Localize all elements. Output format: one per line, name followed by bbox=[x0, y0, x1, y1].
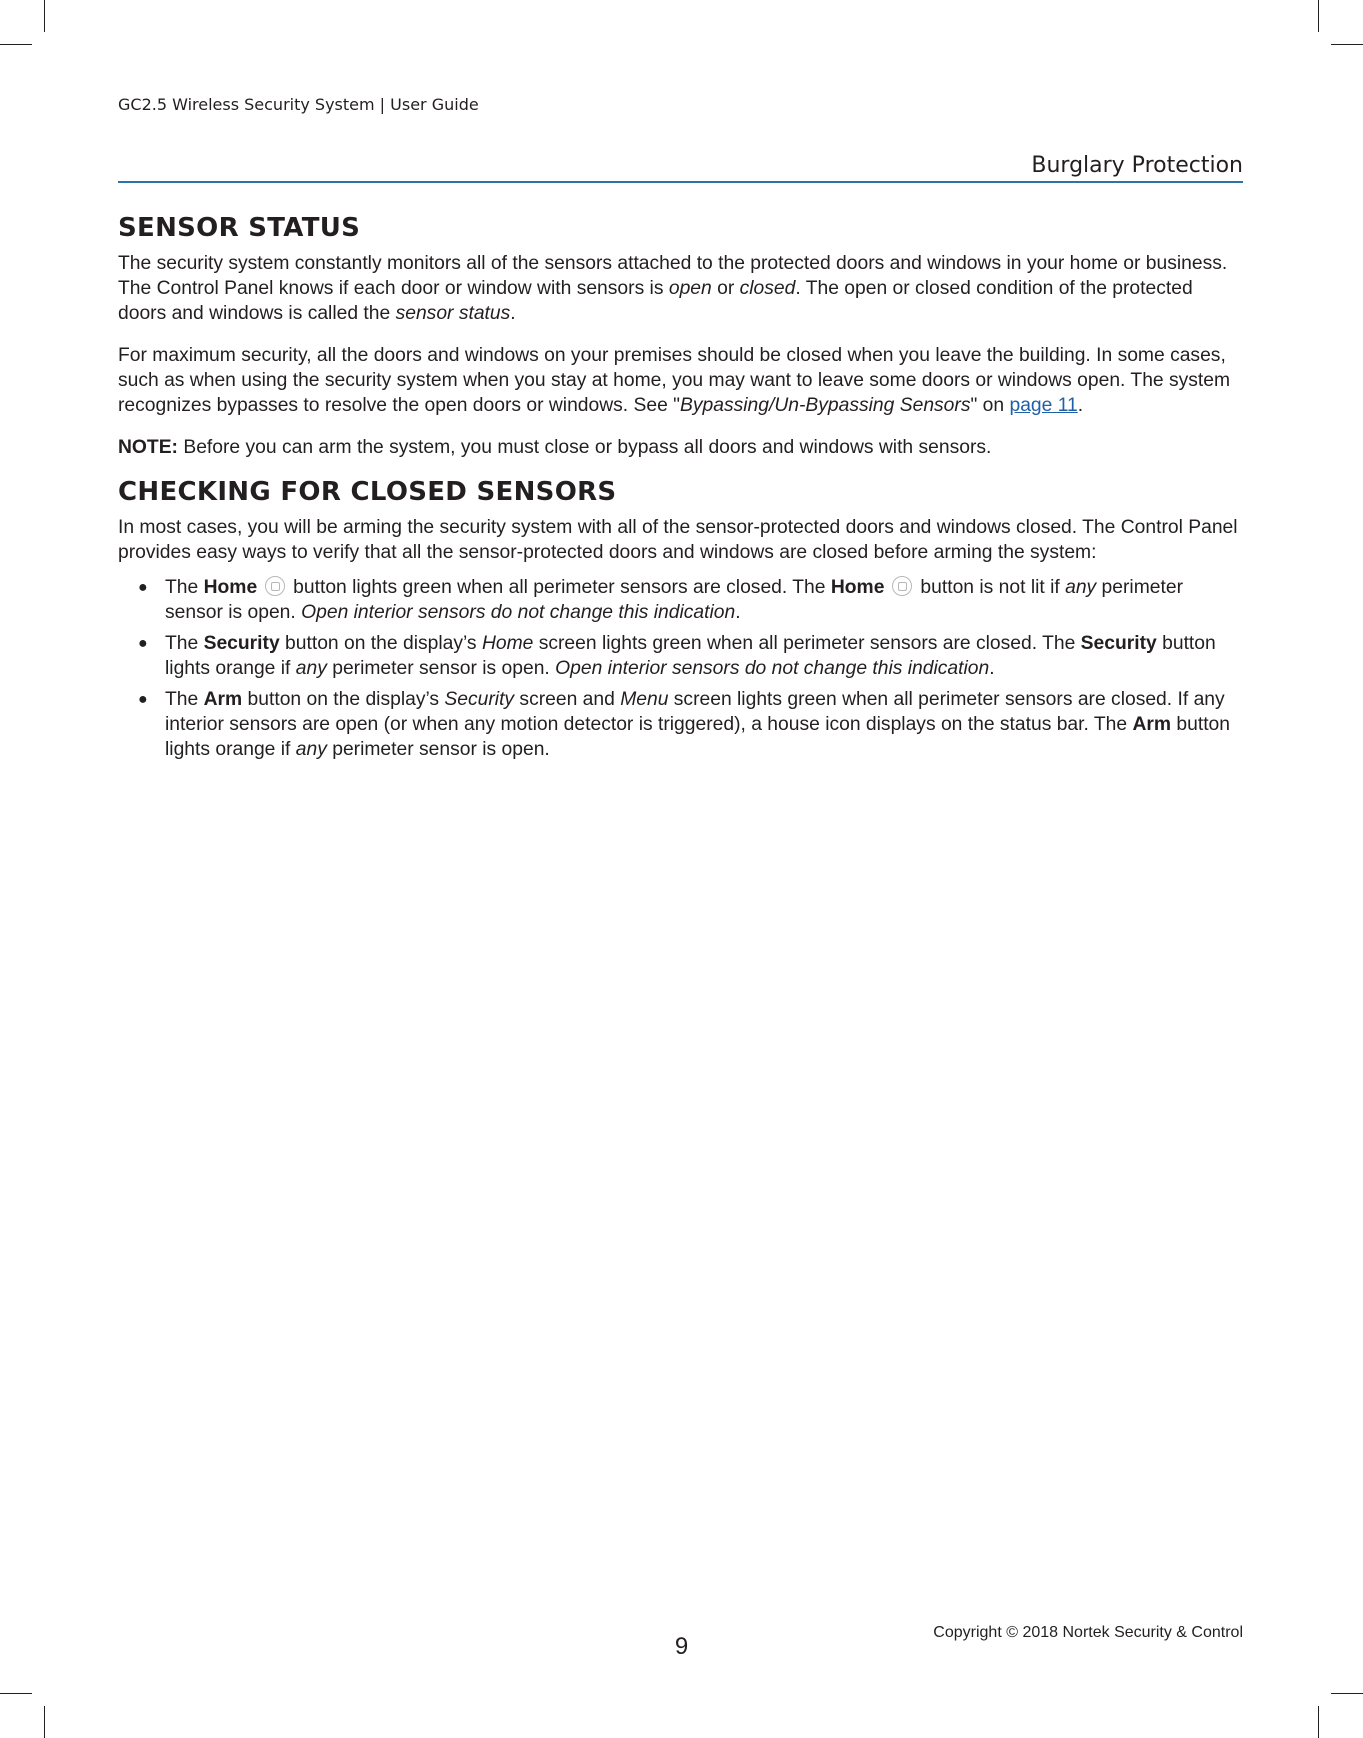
document-title: GC2.5 Wireless Security System | User Guide bbox=[118, 95, 479, 114]
checking-intro: In most cases, you will be arming the security system with all of the sensor-protected doors and windows closed. The Control Panel provides easy ways to verify that all the sensor-protected doors and windows are closed before arming the system: bbox=[118, 517, 1238, 563]
crop-mark bbox=[44, 0, 45, 32]
chapter-title: Burglary Protection bbox=[1031, 153, 1243, 178]
checking-heading: CHECKING FOR CLOSED SENSORS bbox=[118, 477, 617, 507]
copyright-notice: Copyright © 2018 Nortek Security & Control bbox=[933, 1624, 1243, 1641]
list-item-security: ● The Security button on the display’s Home screen lights green when all perimeter sensors are closed. The Security button lights orange if any perimeter sensor is open. Open interior sensors do not change this indication. bbox=[138, 633, 1216, 679]
sensor-status-paragraph-1: The security system constantly monitors all of the sensors attached to the protected doors and windows in your home or business. The Control Panel knows if each door or window with sensors is open or closed. The open or closed condition of the protected doors and windows is called the sensor status. bbox=[118, 253, 1228, 324]
crop-mark bbox=[1331, 1693, 1363, 1694]
closed-term: closed bbox=[739, 278, 796, 299]
crop-mark bbox=[1318, 1706, 1319, 1738]
note-label: NOTE: bbox=[118, 437, 178, 458]
bullet: ● bbox=[138, 635, 148, 652]
list-item-home: ● The Home button lights green when all perimeter sensors are closed. The Home button is not lit if any perimeter sensor is open. Open interior sensors do not change this indication. bbox=[138, 577, 1183, 623]
sensor-status-term: sensor status bbox=[395, 303, 511, 324]
crop-mark bbox=[1331, 44, 1363, 45]
page-content bbox=[118, 213, 1246, 768]
crop-mark bbox=[0, 1693, 32, 1694]
sensor-status-heading: SENSOR STATUS bbox=[118, 213, 361, 243]
list-item-arm: ● The Arm button on the display’s Security screen and Menu screen lights green when all perimeter sensors are closed. If any interior sensors are open (or when any motion detector is triggered), a house icon displays on the status bar. The Arm button lights orange if any perimeter sensor is open. bbox=[138, 689, 1230, 760]
open-term: open bbox=[668, 278, 712, 299]
crop-mark bbox=[44, 1706, 45, 1738]
sensor-status-paragraph-2: For maximum security, all the doors and windows on your premises should be closed when you leave the building. In some cases, such as when using the security system when you stay at home, you may want to leave some doors or windows open. The system recognizes bypasses to resolve the open doors or windows. See "Bypassing/Un-Bypassing Sensors" on page 11. bbox=[118, 345, 1231, 416]
bullet: ● bbox=[138, 691, 148, 708]
note-paragraph: NOTE: Before you can arm the system, you must close or bypass all doors and windows with sensors. bbox=[118, 437, 992, 458]
header-rule bbox=[118, 181, 1243, 183]
page-number: 9 bbox=[674, 1633, 689, 1660]
bypass-reference: Bypassing/Un-Bypassing Sensors bbox=[680, 395, 971, 416]
crop-mark bbox=[1318, 0, 1319, 32]
page-link[interactable]: page 11 bbox=[1009, 395, 1078, 416]
home-button-icon bbox=[265, 576, 285, 596]
bullet: ● bbox=[138, 579, 148, 596]
indicator-list bbox=[118, 575, 1246, 762]
crop-mark bbox=[0, 44, 32, 45]
home-button-icon bbox=[892, 576, 912, 596]
